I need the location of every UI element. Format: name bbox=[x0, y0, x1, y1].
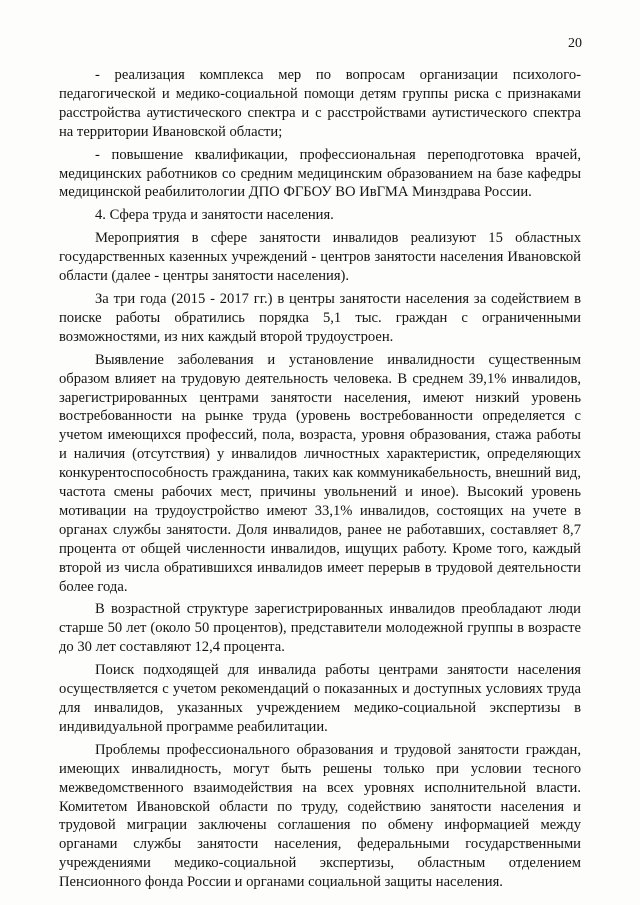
paragraph-autism-measures: - реализация комплекса мер по вопросам организации психолого-педагогической и медико-социальной помощи детям группы риска с признаками расстройства аутистического спектра и с расстройствами аутистического спектра на территории Ивановской области; bbox=[59, 67, 581, 140]
paragraph-job-search: Поиск подходящей для инвалида работы центрами занятости населения осуществляется с учетом рекомендаций о показанных и доступных условиях труда для инвалидов, указанных учреждением медико-социальной экспертизы в индивидуальной программе реабилитации. bbox=[59, 662, 581, 735]
paragraph-qualification: - повышение квалификации, профессиональная переподготовка врачей, медицинских работников со средним медицинским образованием на базе кафедры медицинской реабилитологии ДПО ФГБОУ ВО ИвГМА Минздрава России. bbox=[59, 146, 581, 201]
page-number: 20 bbox=[568, 36, 582, 51]
paragraph-age-structure: В возрастной структуре зарегистрированных инвалидов преобладают люди старше 50 лет (около 50 процентов), представители молодежной группы в возрасте до 30 лет составляют 12,4 процента. bbox=[59, 601, 581, 656]
paragraph-three-years: За три года (2015 - 2017 гг.) в центры занятости населения за содействием в поиске работы обратились порядка 5,1 тыс. граждан с ограниченными возможностями, из них каждый второй трудоустроен. bbox=[59, 290, 581, 345]
paragraph-disability-impact: Выявление заболевания и установление инвалидности существенным образом влияет на трудовую деятельность человека. В среднем 39,1% инвалидов, зарегистрированных центрами занятости населения, имеют низкий уровень востребованности на рынке труда (уровень востребованности определяется с учетом имеющихся профессий, пола, возраста, уровня образования, стажа работы и наличия (отсутствия) у инвалидов личностных характеристик, определяющих конкурентоспособность гражданина, таких как коммуникабельность, внешний вид, частота смены рабочих мест, причины увольнений и иное). Высокий уровень мотивации на трудоустройство имеют 33,1% инвалидов, состоящих на учете в органах службы занятости. Доля инвалидов, ранее не работавших, составляет 8,7 процента от общей численности инвалидов, ищущих работу. Кроме того, каждый второй из числа обратившихся инвалидов имеет перерыв в трудовой деятельности более года. bbox=[59, 351, 581, 595]
paragraph-employment-centers: Мероприятия в сфере занятости инвалидов реализуют 15 областных государственных казенных учреждений - центров занятости населения Ивановской области (далее - центры занятости населения). bbox=[59, 230, 581, 285]
paragraph-problems: Проблемы профессионального образования и трудовой занятости граждан, имеющих инвалидность, могут быть решены только при условии тесного межведомственного взаимодействия на всех уровнях исполнительной власти. Комитетом Ивановской области по труду, содействию занятости населения и трудовой миграции заключены соглашения по обмену информацией между органами службы занятости населения, федеральными государственными учреждениями медико-социальной экспертизы, областным отделением Пенсионного фонда России и органами социальной защиты населения. bbox=[59, 741, 581, 891]
document-body bbox=[59, 66, 581, 896]
section-heading-employment: 4. Сфера труда и занятости населения. bbox=[95, 207, 334, 224]
